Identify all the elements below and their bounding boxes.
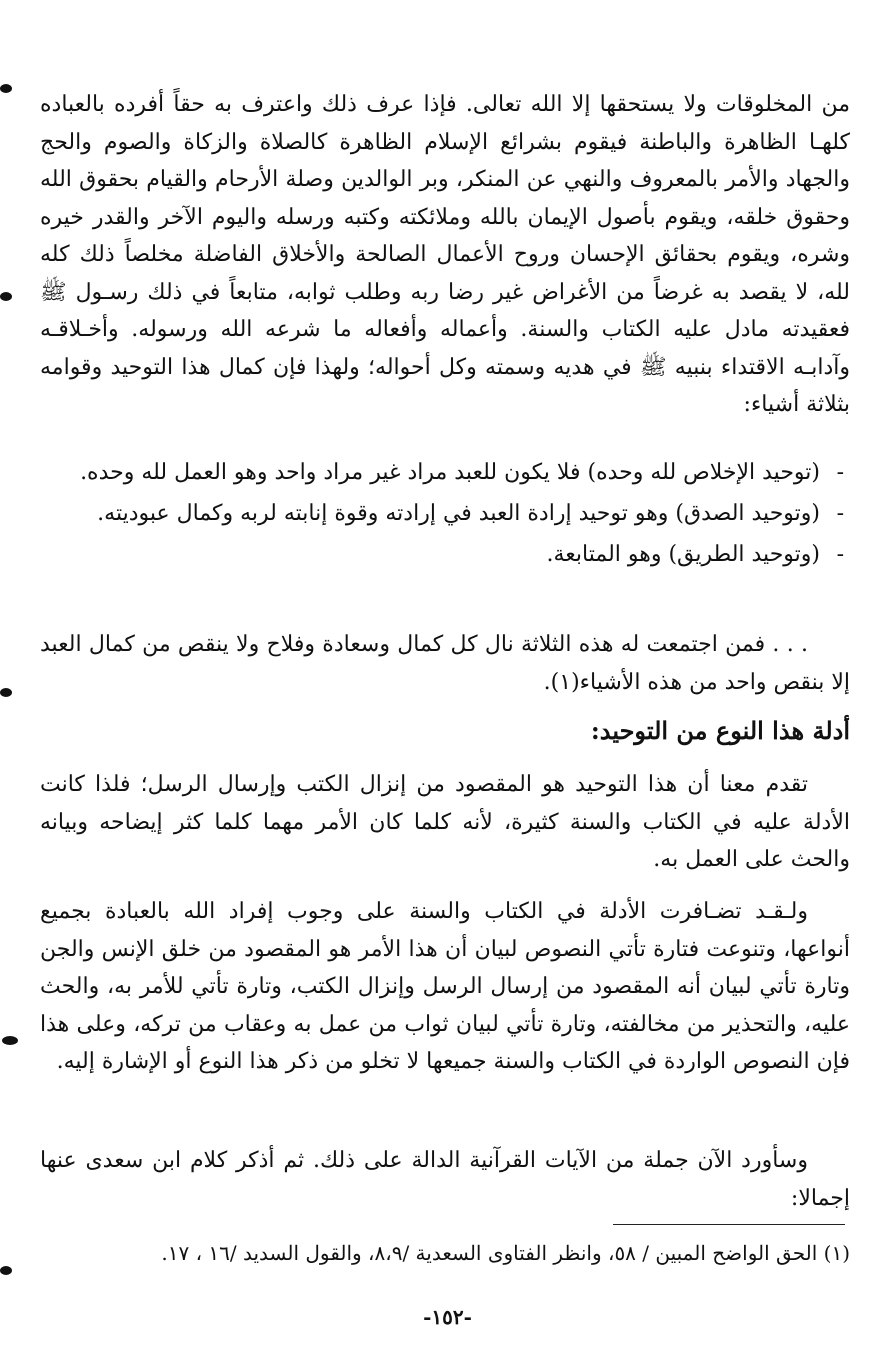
list-item-text: (وتوحيد الطريق) وهو المتابعة. <box>546 542 820 567</box>
list-item <box>40 454 850 491</box>
section-heading: أدلة هذا النوع من التوحيد: <box>590 716 850 745</box>
footnote-divider <box>613 1224 845 1225</box>
list-item <box>40 536 850 573</box>
list-item-text: (وتوحيد الصدق) وهو توحيد إرادة العبد في إرادته وقوة إنابته لربه وكمال عبوديته. <box>97 501 820 526</box>
scan-mark <box>0 292 12 301</box>
scan-mark <box>2 1036 18 1045</box>
list-dash: - <box>836 501 844 526</box>
list-item-text: (توحيد الإخلاص لله وحده) فلا يكون للعبد مراد غير مراد واحد وهو العمل لله وحده. <box>80 460 820 485</box>
list-dash: - <box>836 460 844 485</box>
tawhid-pillars-list <box>40 454 850 577</box>
paragraph-conclusion: . . . فمن اجتمعت له هذه الثلاثة نال كل كمال وسعادة وفلاح ولا ينقص من كمال العبد إلا بنقص واحد من هذه الأشياء(١). <box>40 632 850 695</box>
page-number: -١٥٢- <box>423 1305 472 1329</box>
paragraph-continuation: من المخلوقات ولا يستحقها إلا الله تعالى. فإذا عرف ذلك واعترف به حقاً أفرده بالعباده كلهـا الظاهرة والباطنة فيقوم بشرائع الإسلام الظاهرة كالصلاة والزكاة والصوم والحج والجهاد والأمر بالمعروف والنهي عن المنكر، وبر الوالدين وصلة الأرحام والقيام بحقوق الله وحقوق خلقه، ويقوم بأصول الإيمان بالله وملائكته وكتبه ورسله واليوم الآخر والقدر خيره وشره، ويقوم بحقائق الإحسان وروح الأعمال الصالحة والأخلاق الفاضلة مخلصاً ذلك كله لله، لا يقصد به غرضاً من الأغراض غير رضا ربه وطلب ثوابه، متابعاً في ذلك رسـول ﷺ فعقيدته مادل عليه الكتاب والسنة. وأعماله وأفعاله ما شرعه الله ورسوله. وأخـلاقـه وآدابـه الاقتداء بنبيه ﷺ في هديه وسمته وكل أحواله؛ ولهذا فإن كمال هذا التوحيد وقوامه بثلاثة أشياء: <box>40 92 850 417</box>
list-item <box>40 495 850 532</box>
scan-mark <box>0 688 12 697</box>
footnote: (١) الحق الواضح المبين / ٥٨، وانظر الفتاوى السعدية /٨،٩، والقول السديد /١٦ ، ١٧. <box>161 1241 850 1265</box>
list-dash: - <box>836 542 844 567</box>
scan-mark <box>0 84 12 93</box>
paragraph-closing: وسأورد الآن جملة من الآيات القرآنية الدالة على ذلك. ثم أذكر كلام ابن سعدى عنها إجمالا: <box>40 1148 850 1211</box>
scan-mark <box>0 1266 12 1275</box>
paragraph-intro: تقدم معنا أن هذا التوحيد هو المقصود من إنزال الكتب وإرسال الرسل؛ فلذا كانت الأدلة عليه في الكتاب والسنة كثيرة، لأنه كلما كان الأمر مهما كلما كثر إيضاحه وبيانه والحث على العمل به. <box>40 772 850 872</box>
paragraph-evidence: ولـقـد تضـافرت الأدلة في الكتاب والسنة على وجوب إفراد الله بالعبادة بجميع أنواعها، وتنوعت فتارة تأتي النصوص لبيان أن هذا الأمر هو المقصود من خلق الإنس والجن وتارة تأتي لبيان أنه المقصود من إرسال الرسل وإنزال الكتب، وتارة تأتي للأمر به، والحث عليه، والتحذير من مخالفته، وتارة تأتي لبيان ثواب من عمل به وعقاب من تركه، وعلى هذا فإن النصوص الواردة في الكتاب والسنة جميعها لا تخلو من ذكر هذا النوع أو الإشارة إليه. <box>40 899 850 1074</box>
